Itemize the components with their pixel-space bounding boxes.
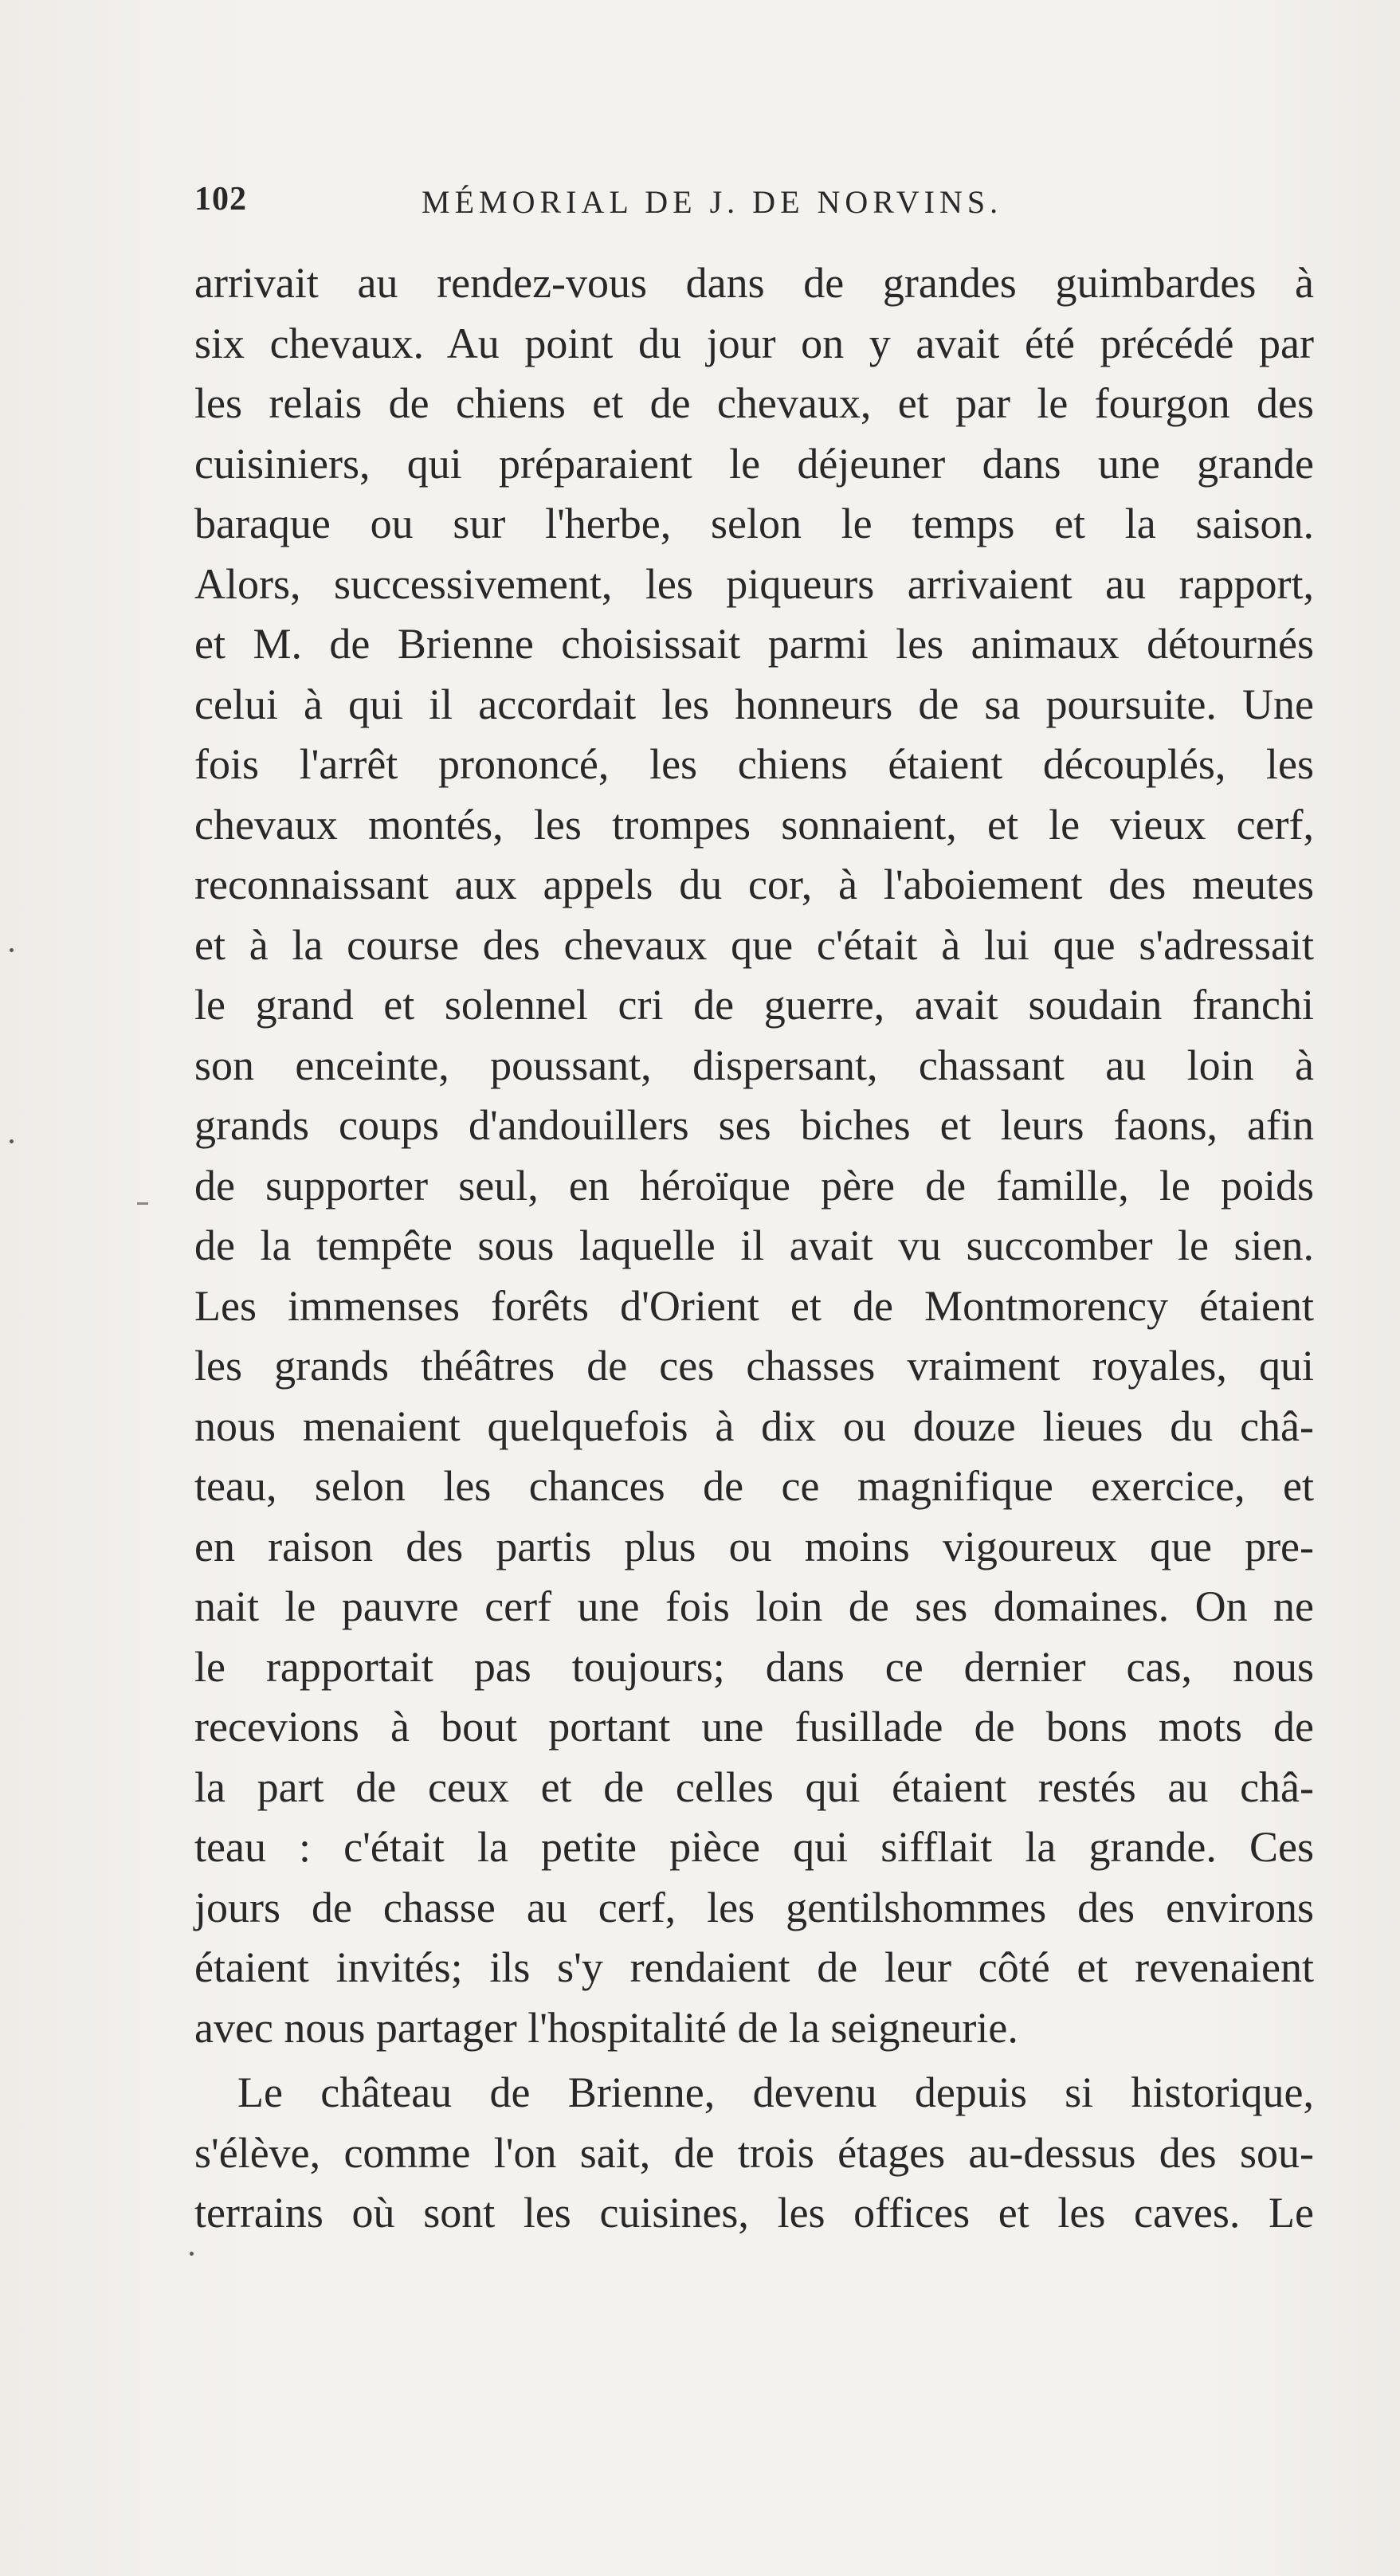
text-line: baraque ou sur l'herbe, selon le temps et la saison. bbox=[194, 500, 1314, 547]
margin-speck bbox=[10, 1139, 14, 1143]
page-header bbox=[194, 180, 1322, 228]
text-line: nait le pauvre cerf une fois loin de ses domaines. On ne bbox=[194, 1582, 1314, 1630]
text-line: nous menaient quelquefois à dix ou douze lieues du châ- bbox=[194, 1402, 1314, 1450]
text-line: recevions à bout portant une fusillade de bons mots de bbox=[194, 1703, 1314, 1751]
margin-speck bbox=[10, 948, 14, 952]
text-line: le grand et solennel cri de guerre, avait soudain franchi bbox=[194, 981, 1314, 1029]
ink-speck bbox=[190, 2252, 194, 2256]
text-line: arrivait au rendez-vous dans de grandes guimbardes à bbox=[194, 259, 1314, 307]
text-line: son enceinte, poussant, dispersant, chassant au loin à bbox=[194, 1041, 1314, 1089]
text-line: s'élève, comme l'on sait, de trois étages au-dessus des sou- bbox=[194, 2128, 1314, 2177]
paragraph bbox=[194, 253, 1314, 2058]
text-line: étaient invités; ils s'y rendaient de leur côté et revenaient bbox=[194, 1943, 1314, 1991]
text-line: cuisiniers, qui préparaient le déjeuner dans une grande bbox=[194, 439, 1314, 488]
running-title: MÉMORIAL DE J. DE NORVINS. bbox=[422, 184, 1003, 220]
text-line: fois l'arrêt prononcé, les chiens étaient découplés, les bbox=[194, 740, 1314, 788]
text-line: Les immenses forêts d'Orient et de Montmorency étaient bbox=[194, 1281, 1314, 1330]
text-line: grands coups d'andouillers ses biches et leurs faons, afin bbox=[194, 1101, 1314, 1149]
text-line: en raison des partis plus ou moins vigoureux que pre- bbox=[194, 1522, 1314, 1570]
text-line: les relais de chiens et de chevaux, et par le fourgon des bbox=[194, 379, 1314, 427]
text-line: la part de ceux et de celles qui étaient restés au châ- bbox=[194, 1762, 1314, 1811]
body-text bbox=[194, 253, 1314, 2244]
text-line: de supporter seul, en héroïque père de famille, le poids bbox=[194, 1161, 1314, 1210]
text-line: de la tempête sous laquelle il avait vu succomber le sien. bbox=[194, 1221, 1314, 1269]
text-line: teau, selon les chances de ce magnifique exercice, et bbox=[194, 1462, 1314, 1510]
text-line: et à la course des chevaux que c'était à lui que s'adressait bbox=[194, 920, 1314, 969]
text-line: terrains où sont les cuisines, les offices et les caves. Le bbox=[194, 2189, 1314, 2237]
text-line: Le château de Brienne, devenu depuis si historique, bbox=[237, 2068, 1314, 2116]
text-line: reconnaissant aux appels du cor, à l'aboiement des meutes bbox=[194, 861, 1314, 908]
page-number: 102 bbox=[194, 181, 247, 218]
text-line: celui à qui il accordait les honneurs de sa poursuite. Une bbox=[194, 680, 1314, 728]
margin-dash bbox=[137, 1202, 148, 1205]
text-line: les grands théâtres de ces chasses vraiment royales, qui bbox=[194, 1342, 1314, 1390]
text-line: avec nous partager l'hospitalité de la seigneurie. bbox=[194, 2003, 1018, 2052]
paragraph bbox=[194, 2063, 1314, 2244]
text-line: le rapportait pas toujours; dans ce dernier cas, nous bbox=[194, 1642, 1314, 1691]
text-line: jours de chasse au cerf, les gentilshommes des environs bbox=[194, 1883, 1314, 1931]
text-line: six chevaux. Au point du jour on y avait été précédé par bbox=[194, 319, 1314, 367]
text-line: chevaux montés, les trompes sonnaient, et le vieux cerf, bbox=[194, 800, 1314, 849]
text-line: et M. de Brienne choisissait parmi les animaux détournés bbox=[194, 620, 1314, 668]
text-line: teau : c'était la petite pièce qui sifflait la grande. Ces bbox=[194, 1823, 1314, 1871]
text-line: Alors, successivement, les piqueurs arrivaient au rapport, bbox=[194, 559, 1314, 608]
